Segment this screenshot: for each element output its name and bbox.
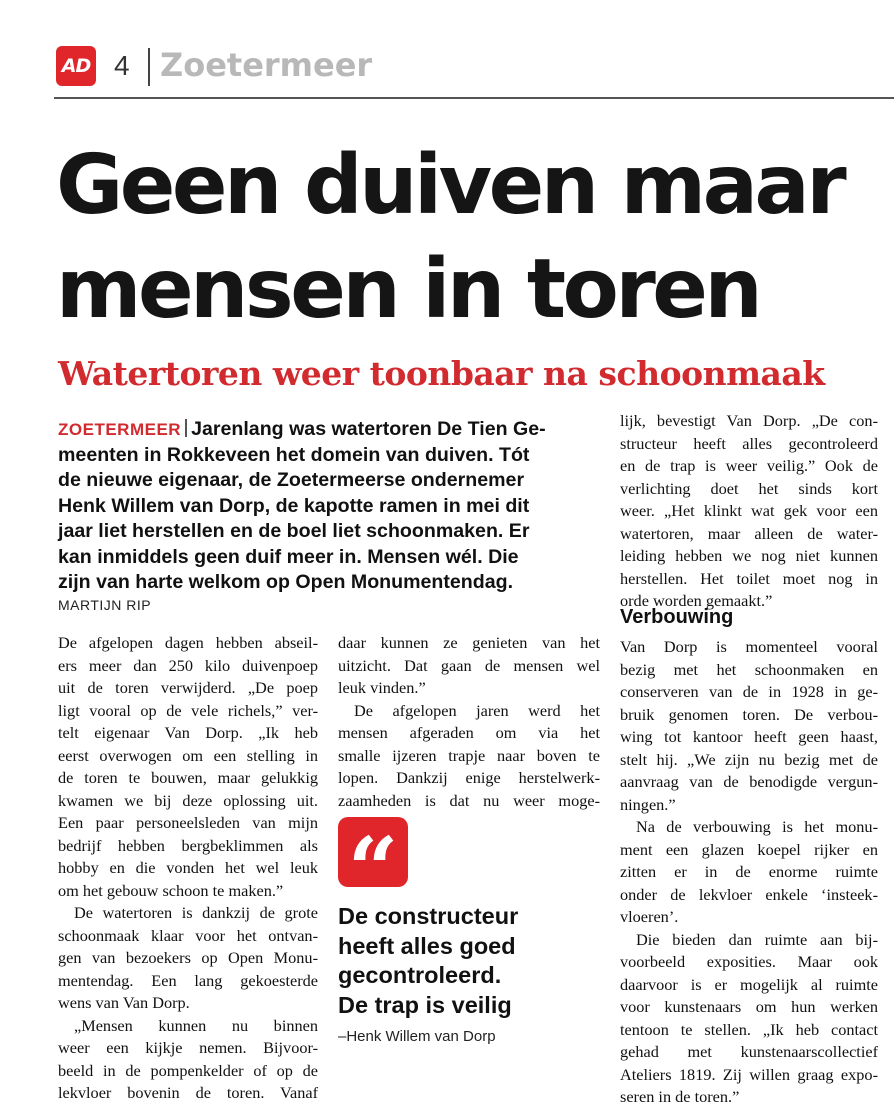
body-line: Ateliers 1819. Zij willen graag expo- [620,1064,878,1084]
body-line: en de trap is weer veilig.” Ook de [620,456,878,475]
body-line: bezig met het schoonmaken en [620,659,878,679]
body-line: telt eigenaar Van Dorp. „Ik heb [58,723,318,742]
body-line: uit de toren verwijderd. „De poep [58,678,318,697]
body-line: uitzicht. Dat gaan de mensen wel [338,655,600,675]
body-line: bruik genomen toren. De verbou- [620,704,878,724]
quote-line: gecontroleerd. [338,962,502,988]
body-line: structeur heeft alles gecontroleerd [620,433,878,453]
body-line: weer. „Het klinkt wat gek voor een [620,501,878,520]
header-divider [148,48,150,86]
dateline-separator [185,419,187,437]
quote-line: De constructeur [338,903,519,929]
intro-line: Henk Willem van Dorp, de kapotte ramen in mei dit [58,494,530,517]
body-line: leiding hebben we nog niet kunnen [620,546,878,565]
pull-quote [338,902,600,1020]
subheadline: Watertoren weer toonbaar na schoonmaak [58,354,825,393]
body-line: Die bieden dan ruimte aan bij- [636,929,878,949]
quote-attribution: –Henk Willem van Dorp [338,1028,496,1045]
quote-line: De trap is veilig [338,991,512,1018]
intro-line: Jarenlang was watertoren De Tien Ge- [191,418,546,440]
intro-line: kan inmiddels geen duif meer in. Mensen wél. Die [58,545,519,568]
quote-mark: “ [347,817,399,887]
body-line: eerst overwogen om een stelling in [58,745,318,765]
body-line: om het gebouw schoon te maken.” [58,880,284,900]
body-line: mensen afgeraden om via het [338,723,600,742]
body-line: De afgelopen dagen hebben abseil- [58,633,318,652]
quote-mark-icon [338,817,408,887]
body-column-2 [338,632,600,812]
body-line: stelt hij. „We zijn nu bezig met de [620,749,878,769]
body-line: Van Dorp is momenteel vooral [620,637,878,656]
dateline: ZOETERMEER [58,420,182,439]
body-line: conserveren van de in 1928 in ge- [620,682,878,701]
byline: MARTIJN RIP [58,597,152,613]
body-column-1 [58,632,318,1105]
body-line: De watertoren is dankzij de grote [74,903,318,922]
body-line: wing tot kantoor heeft geen haast, [620,727,878,746]
body-line: verlichting doet het sinds kort [620,478,878,498]
body-line: ers meer dan 250 kilo duivenpoep [58,655,318,675]
body-line: lopen. Dankzij enige herstelwerk- [338,768,600,787]
body-line: ningen.” [620,794,676,814]
body-line: lekvloer bovenin de toren. Vanaf [58,1083,318,1102]
body-column-3-bottom [620,636,878,1109]
body-line: orde worden gemaakt.” [620,591,773,610]
body-line: leuk vinden.” [338,678,426,697]
body-column-3-top [620,410,878,613]
header-rule [54,97,894,99]
body-line: schoonmaak klaar voor het ontvan- [58,925,318,945]
body-line: wens van Van Dorp. [58,993,190,1012]
body-line: tentoon te stellen. „Ik heb contact [620,1019,878,1039]
body-line: hobby en die vonden het wel leuk [58,858,318,877]
intro-paragraph [58,417,604,596]
body-line: kwamen we bij deze oplossing uit. [58,790,318,810]
headline-line: Geen duiven maar [56,138,844,233]
body-line: gehad met kunstenaarscollectief [620,1042,878,1061]
body-line: seren in de toren.” [620,1087,740,1106]
body-line: „Mensen kunnen nu binnen [74,1015,318,1035]
body-line: herstellen. Het toilet moet nog in [620,568,878,588]
body-line: daar kunnen ze genieten van het [338,633,600,652]
body-line: beeld in de pompenkelder of op de [58,1060,318,1080]
body-line: aanvraag van de benodigde vergun- [620,772,878,791]
page-number: 4 [114,50,130,81]
section-title: Zoetermeer [160,46,373,84]
intro-line: meenten in Rokkeveen het domein van duiven. Tót [58,443,530,466]
body-line: onder de lekvloer enkele ‘insteek- [620,884,878,904]
body-line: gen van bezoekers op Open Monu- [58,948,318,967]
quote-line: heeft alles goed [338,932,516,959]
intro-line: de nieuwe eigenaar, de Zoetermeerse ondernemer [58,469,525,491]
body-line: weer een kijkje nemen. Bijvoor- [58,1038,318,1057]
body-line: Een paar personeelsleden van mijn [58,813,318,832]
section-subtitle: Verbouwing [620,606,734,628]
body-line: daarvoor is er mogelijk al ruimte [620,974,878,994]
ad-logo: AD [56,46,96,86]
body-line: smalle ijzeren trapje naar boven te [338,745,600,765]
body-line: bedrijf hebben bergbeklimmen als [58,835,318,855]
body-line: ligt vooral op de vele richels,” ver- [58,700,318,720]
headline [56,134,894,342]
body-line: mentendag. Een lang gekoesterde [58,970,318,990]
body-line: lijk, bevestigt Van Dorp. „De con- [620,411,878,430]
body-line: voor kunstenaars om hun werken [620,997,878,1016]
body-line: De afgelopen jaren werd het [354,700,600,720]
intro-line: jaar liet herstellen en de boel liet schoonmaken. Er [58,520,530,542]
body-line: Na de verbouwing is het monu- [636,817,878,836]
intro-line: zijn van harte welkom op Open Monumentendag. [58,571,514,593]
body-line: vloeren’. [620,907,679,926]
body-line: ment een glazen koepel rijker en [620,839,878,859]
body-line: watertoren, maar alleen de water- [620,523,878,543]
body-line: voorbeeld exposities. Maar ook [620,952,878,971]
body-line: zitten er in de enorme ruimte [620,862,878,881]
headline-line: mensen in toren [56,242,760,337]
body-line: de toren te bouwen, maar gelukkig [58,768,318,787]
body-line: zaamheden is dat nu weer moge- [338,790,600,810]
